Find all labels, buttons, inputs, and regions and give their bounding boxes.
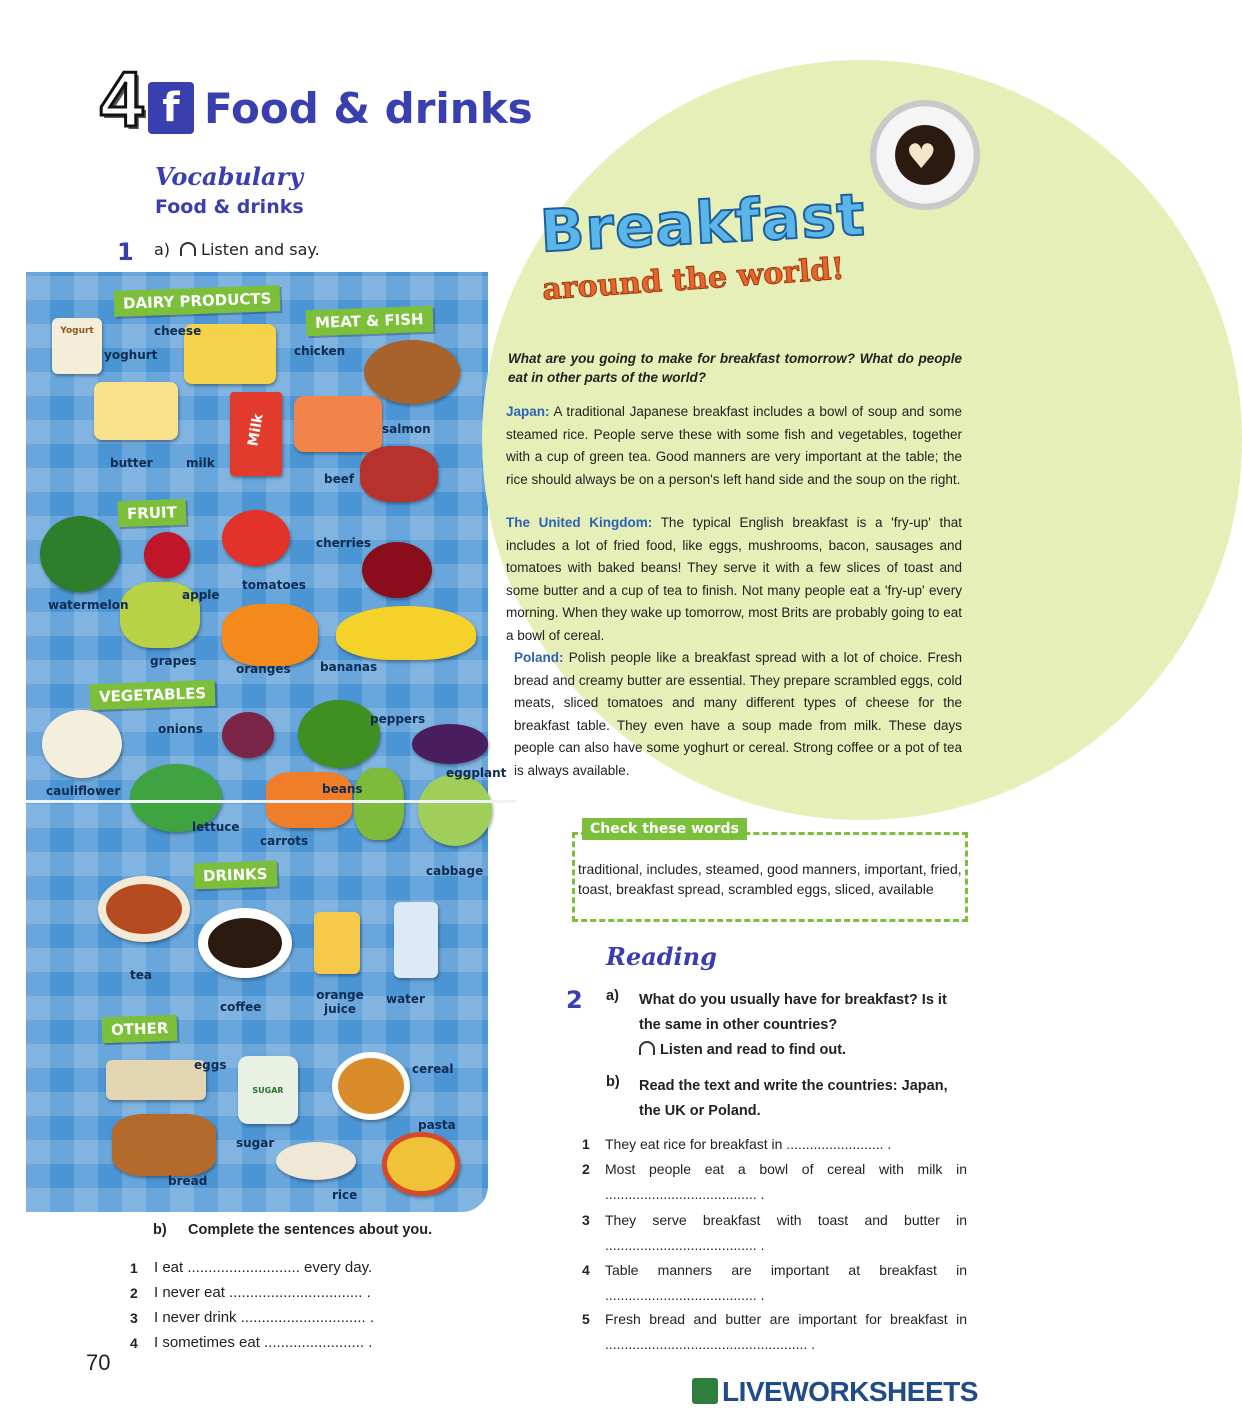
check-words-label: Check these words (582, 818, 747, 840)
liveworksheets-logo-icon (692, 1378, 718, 1404)
bananas-image (336, 606, 476, 660)
poland-text: Polish people like a breakfast spread with a lot of choice. Fresh bread and creamy butter are essential. They prepare scrambled eggs, cold meats, sliced tomatoes and many different types of cheese for the breakfast table. They even have a soup made from milk. These days people can also have some yoghurt or cereal. Strong coffee or a pot of tea is always available. (514, 650, 962, 778)
label-coffee: coffee (220, 1000, 262, 1014)
label-rice: rice (332, 1188, 358, 1202)
tomatoes-image (222, 510, 290, 566)
country-poland: Poland: (514, 650, 564, 665)
breakfast-subtitle: around the world! (541, 251, 846, 308)
reading-item-number: 5 (582, 1311, 590, 1327)
label-watermelon: watermelon (48, 598, 129, 612)
yoghurt-image: Yogurt (52, 318, 102, 374)
beef-image (360, 446, 438, 502)
label-eggplant: eggplant (446, 766, 507, 780)
bread-loaf-image (112, 1114, 216, 1176)
label-cereal: cereal (412, 1062, 454, 1076)
vocabulary-subheading: Food & drinks (155, 196, 304, 218)
label-eggs: eggs (194, 1058, 227, 1072)
label-tea: tea (130, 968, 152, 982)
water-glass-image (394, 902, 438, 978)
panel-divider (26, 800, 516, 803)
unit-number: 4 (100, 55, 144, 143)
label-pasta: pasta (418, 1118, 456, 1132)
chicken-image (364, 340, 460, 404)
country-uk: The United Kingdom: (506, 515, 653, 530)
label-butter: butter (110, 456, 153, 470)
reading-item-number: 1 (582, 1136, 590, 1152)
onions-image (222, 712, 274, 758)
article-intro: What are you going to make for breakfast tomorrow? What do people eat in other parts of the world? (508, 351, 962, 385)
label-tomatoes: tomatoes (242, 578, 306, 592)
coffee-cup-image (198, 908, 292, 978)
label-water: water (386, 992, 425, 1006)
label-cauliflower: cauliflower (46, 784, 121, 798)
reading-item-text[interactable]: Most people eat a bowl of cereal with milk in ....................................... . (605, 1161, 967, 1202)
rice-bowl-image (276, 1142, 356, 1180)
food-picture-panel (26, 272, 507, 1212)
reading-item-number: 4 (582, 1262, 590, 1278)
category-vegetables: VEGETABLES (90, 680, 216, 710)
exercise-2a-question (639, 988, 969, 1063)
paragraph-japan (506, 401, 962, 491)
paragraph-uk (506, 512, 962, 647)
sugar-jar-image: SUGAR (238, 1056, 298, 1124)
reading-item-number: 2 (582, 1161, 590, 1177)
exercise-2b-letter: b) (606, 1074, 620, 1090)
category-other: OTHER (102, 1015, 178, 1044)
uk-text: The typical English breakfast is a 'fry-up' that includes a lot of fried food, like eggs, mushrooms, bacon, sausages and tomatoes with baked beans! They serve it with a few slices of toast and some butter and a cup of tea to finish. Not many people eat a 'fry-up' every morning. When they wake up tomorrow, most Brits are probably going to eat a bowl of cereal. (506, 515, 962, 643)
part-a-letter: a) (154, 240, 171, 259)
label-peppers: peppers (370, 712, 426, 726)
vocabulary-heading: Vocabulary (155, 162, 304, 191)
category-fruit: FRUIT (118, 499, 187, 527)
heart-icon: ♥ (906, 137, 937, 177)
label-bananas: bananas (320, 660, 378, 674)
beans-image (354, 768, 404, 840)
reading-item-number: 3 (582, 1212, 590, 1228)
category-dairy-products: DAIRY PRODUCTS (114, 285, 281, 317)
exercise-2a-letter: a) (606, 988, 619, 1004)
brand-wordmark: LIVEWORKSHEETS (722, 1376, 978, 1407)
label-lettuce: lettuce (192, 820, 240, 834)
reading-item-text[interactable]: They serve breakfast with toast and butter in ....................................... . (605, 1212, 967, 1253)
exercise-2-number: 2 (566, 986, 583, 1014)
label-milk: milk (186, 456, 215, 470)
cauliflower-image (42, 710, 122, 778)
check-words-list: traditional, includes, steamed, good manners, important, fried, toast, breakfast spread, scrambled eggs, sliced, available (578, 861, 962, 897)
eggs-box-image (106, 1060, 206, 1100)
label-oranges: oranges (236, 662, 291, 676)
label-beef: beef (324, 472, 355, 486)
listen-and-say-text: Listen and say. (201, 240, 320, 259)
label-bread: bread (168, 1174, 208, 1188)
exercise-1a-instruction (154, 240, 320, 259)
headphones-icon[interactable] (639, 1041, 655, 1055)
label-orange-juice: orange juice (316, 988, 364, 1016)
label-grapes: grapes (150, 654, 197, 668)
exercise-1-number: 1 (117, 238, 134, 266)
orange-juice-glass-image (314, 912, 360, 974)
label-chicken: chicken (294, 344, 346, 358)
reading-item-text[interactable]: Fresh bread and butter are important for breakfast in .................................................... . (605, 1311, 967, 1352)
label-onions: onions (158, 722, 203, 736)
label-sugar: sugar (236, 1136, 275, 1150)
country-japan: Japan: (506, 404, 550, 419)
reading-heading: Reading (606, 942, 717, 971)
salmon-image (294, 396, 382, 452)
milk-carton-image: Milk (230, 392, 282, 476)
sentence-text[interactable]: I eat ........................... every day. (154, 1259, 373, 1276)
label-cheese: cheese (154, 324, 202, 338)
peppers-image (298, 700, 380, 768)
category-drinks: DRINKS (194, 861, 277, 890)
paragraph-poland (514, 647, 962, 782)
label-beans: beans (322, 782, 363, 796)
exercise-2b-instruction: Read the text and write the countries: Japan, the UK or Poland. (639, 1078, 948, 1119)
label-cabbage: cabbage (426, 864, 484, 878)
oranges-image (222, 604, 318, 666)
sentence-number: 4 (130, 1335, 138, 1351)
exercise-1b-instruction: Complete the sentences about you. (188, 1222, 433, 1238)
reading-item-text[interactable]: Table manners are important at breakfast in ....................................... . (605, 1262, 967, 1303)
apple-image (144, 532, 190, 578)
sentence-number: 1 (130, 1260, 138, 1276)
page-number: 70 (86, 1350, 111, 1375)
cherries-image (362, 542, 432, 598)
butter-image (94, 382, 178, 440)
japan-text: A traditional Japanese breakfast includes a bowl of soup and some steamed rice. People serve these with some fish and vegetables, together with a cup of green tea. Good manners are very important at the table; the rice should always be on a person's left hand side and the soup on the right. (506, 404, 962, 487)
unit-letter-badge: f (148, 82, 194, 134)
sentence-number: 3 (130, 1310, 138, 1326)
label-salmon: salmon (382, 422, 431, 436)
watermelon-image (40, 516, 120, 592)
label-cherries: cherries (316, 536, 372, 550)
label-yoghurt: yoghurt (104, 348, 158, 362)
category-meat-fish: MEAT & FISH (306, 306, 433, 336)
headphones-icon[interactable] (180, 242, 196, 256)
listen-and-read-text: Listen and read to find out. (660, 1042, 847, 1058)
tea-cup-image (98, 876, 190, 942)
pasta-image (382, 1132, 460, 1196)
sentence-text[interactable]: I never drink .............................. . (154, 1309, 375, 1326)
unit-title: Food & drinks (204, 84, 533, 133)
reading-item-text[interactable]: They eat rice for breakfast in ......................... . (605, 1136, 892, 1152)
exercise-2a-question-text: What do you usually have for breakfast? Is it the same in other countries? (639, 992, 947, 1033)
breakfast-title: Breakfast (538, 180, 868, 266)
sentence-text[interactable]: I sometimes eat ........................ . (154, 1334, 373, 1351)
cabbage-image (418, 774, 492, 846)
sentence-text[interactable]: I never eat ................................ . (154, 1284, 371, 1301)
label-carrots: carrots (260, 834, 309, 848)
exercise-1b-letter: b) (153, 1222, 167, 1238)
cereal-bowl-image (332, 1052, 410, 1120)
eggplant-image (412, 724, 488, 764)
label-apple: apple (182, 588, 220, 602)
sentence-number: 2 (130, 1285, 138, 1301)
